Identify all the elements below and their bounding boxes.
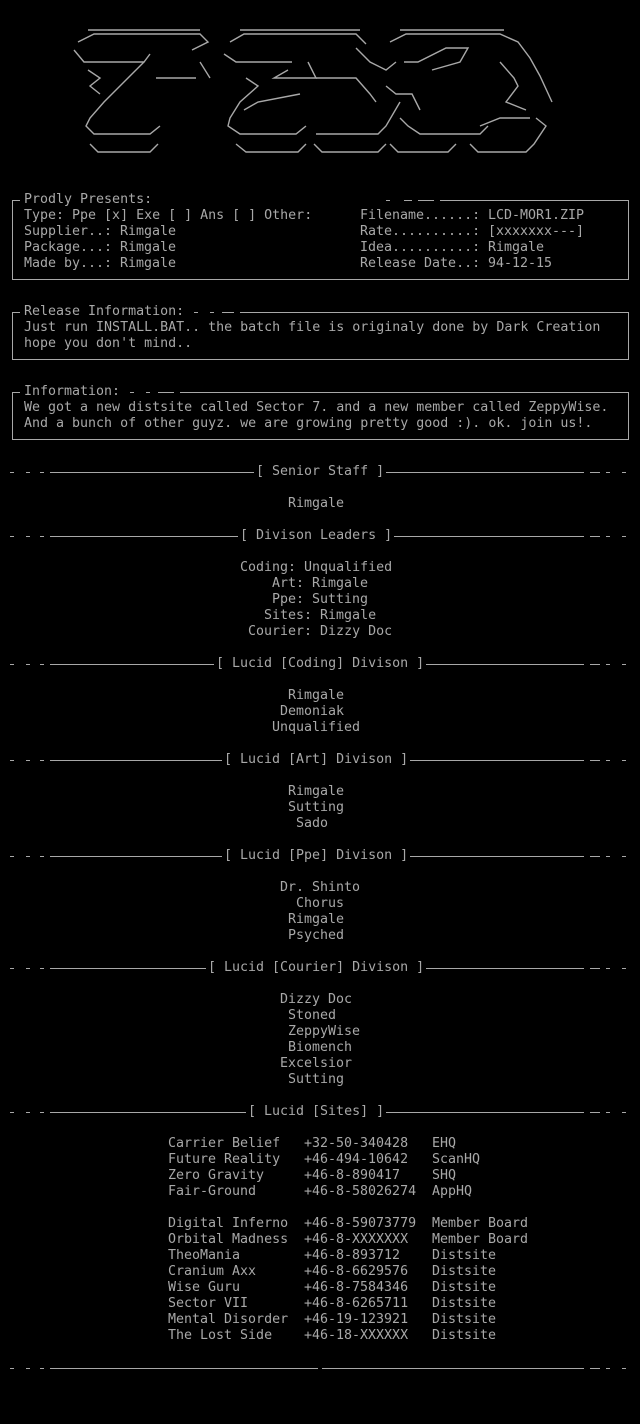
site-phone: +46-19-123921 xyxy=(304,1312,409,1327)
release-date-label: Release Date..: xyxy=(360,256,481,271)
leader-courier: Courier: Dizzy Doc xyxy=(248,624,393,639)
release-info-line-1: Just run INSTALL.BAT.. the batch file is originaly done by Dark Creation xyxy=(24,320,601,335)
coding-member: Rimgale xyxy=(288,688,345,703)
information-line-1: We got a new distsite called Sector 7. and a new member called ZeppyWise. xyxy=(24,400,609,415)
site-name: Orbital Madness xyxy=(168,1232,289,1247)
table-row xyxy=(0,1232,640,1248)
ppe-division-title: [ Lucid [Ppe] Divison ] xyxy=(224,848,409,863)
courier-division-header xyxy=(0,960,640,976)
site-status: EHQ xyxy=(432,1136,457,1151)
site-phone: +32-50-340428 xyxy=(304,1136,409,1151)
site-status: Distsite xyxy=(432,1312,497,1327)
supplier-value: Rimgale xyxy=(120,224,177,239)
leader-sites: Sites: Rimgale xyxy=(264,608,377,623)
site-name: Carrier Belief xyxy=(168,1136,281,1151)
package-label: Package...: xyxy=(24,240,113,255)
table-row xyxy=(0,1296,640,1312)
ppe-member: Dr. Shinto xyxy=(280,880,361,895)
site-status: Distsite xyxy=(432,1296,497,1311)
art-member: Rimgale xyxy=(288,784,345,799)
table-row xyxy=(0,1248,640,1264)
table-row xyxy=(0,1184,640,1200)
site-name: Future Reality xyxy=(168,1152,281,1167)
madeby-value: Rimgale xyxy=(120,256,177,271)
site-name: Digital Inferno xyxy=(168,1216,289,1231)
coding-member: Unqualified xyxy=(272,720,361,735)
site-phone: +46-494-10642 xyxy=(304,1152,409,1167)
site-phone: +46-8-6629576 xyxy=(304,1264,409,1279)
ppe-member: Psyched xyxy=(288,928,345,943)
coding-division-header xyxy=(0,656,640,672)
table-row xyxy=(0,1168,640,1184)
courier-member: Stoned xyxy=(288,1008,337,1023)
table-row xyxy=(0,1216,640,1232)
idea-value: Rimgale xyxy=(488,240,545,255)
idea-label: Idea..........: xyxy=(360,240,481,255)
madeby-label: Made by...: xyxy=(24,256,113,271)
courier-member: Sutting xyxy=(288,1072,345,1087)
site-phone: +46-8-890417 xyxy=(304,1168,401,1183)
senior-staff-title: [ Senior Staff ] xyxy=(256,464,385,479)
table-row xyxy=(0,1152,640,1168)
supplier-label: Supplier..: xyxy=(24,224,113,239)
art-member: Sutting xyxy=(288,800,345,815)
courier-member: Biomench xyxy=(288,1040,353,1055)
site-phone: +46-8-6265711 xyxy=(304,1296,409,1311)
leader-art: Art: Rimgale xyxy=(272,576,369,591)
site-status: Member Board xyxy=(432,1232,529,1247)
courier-member: Dizzy Doc xyxy=(280,992,353,1007)
senior-staff-header xyxy=(0,464,640,480)
courier-member: ZeppyWise xyxy=(288,1024,361,1039)
site-phone: +46-18-XXXXXX xyxy=(304,1328,409,1343)
presents-label: Prodly Presents: xyxy=(24,192,153,207)
site-status: SHQ xyxy=(432,1168,457,1183)
site-status: ScanHQ xyxy=(432,1152,481,1167)
division-leaders-header xyxy=(0,528,640,544)
site-status: AppHQ xyxy=(432,1184,473,1199)
table-row xyxy=(0,1136,640,1152)
art-division-title: [ Lucid [Art] Divison ] xyxy=(224,752,409,767)
rate-label: Rate..........: xyxy=(360,224,481,239)
table-row xyxy=(0,1280,640,1296)
courier-division-title: [ Lucid [Courier] Divison ] xyxy=(208,960,425,975)
site-name: Cranium Axx xyxy=(168,1264,257,1279)
coding-member: Demoniak xyxy=(280,704,345,719)
site-phone: +46-8-58026274 xyxy=(304,1184,417,1199)
release-info-line-2: hope you don't mind.. xyxy=(24,336,193,351)
information-label: Information: xyxy=(24,384,121,399)
ppe-member: Chorus xyxy=(296,896,345,911)
site-name: TheoMania xyxy=(168,1248,241,1263)
site-name: Wise Guru xyxy=(168,1280,241,1295)
coding-division-title: [ Lucid [Coding] Divison ] xyxy=(216,656,425,671)
art-division-header xyxy=(0,752,640,768)
type-line: Type: Ppe [x] Exe [ ] Ans [ ] Other: xyxy=(24,208,313,223)
site-name: Zero Gravity xyxy=(168,1168,265,1183)
filename-value: LCD-MOR1.ZIP xyxy=(488,208,585,223)
site-status: Distsite xyxy=(432,1248,497,1263)
table-row xyxy=(0,1264,640,1280)
site-phone: +46-8-7584346 xyxy=(304,1280,409,1295)
courier-member: Excelsior xyxy=(280,1056,353,1071)
site-status: Distsite xyxy=(432,1328,497,1343)
site-phone: +46-8-893712 xyxy=(304,1248,401,1263)
site-phone: +46-8-59073779 xyxy=(304,1216,417,1231)
site-phone: +46-8-XXXXXXX xyxy=(304,1232,409,1247)
site-name: The Lost Side xyxy=(168,1328,273,1343)
site-name: Mental Disorder xyxy=(168,1312,289,1327)
rate-value: [xxxxxxx---] xyxy=(488,224,585,239)
ppe-member: Rimgale xyxy=(288,912,345,927)
division-leaders-title: [ Divison Leaders ] xyxy=(240,528,393,543)
site-status: Distsite xyxy=(432,1264,497,1279)
site-status: Member Board xyxy=(432,1216,529,1231)
senior-staff-member: Rimgale xyxy=(288,496,345,511)
package-value: Rimgale xyxy=(120,240,177,255)
table-row xyxy=(0,1200,640,1216)
release-date-value: 94-12-15 xyxy=(488,256,553,271)
release-info-label: Release Information: xyxy=(24,304,185,319)
sites-header xyxy=(0,1104,640,1120)
table-row xyxy=(0,1312,640,1328)
site-name: Fair-Ground xyxy=(168,1184,257,1199)
art-member: Sado xyxy=(296,816,329,831)
leader-ppe: Ppe: Sutting xyxy=(272,592,369,607)
information-line-2: And a bunch of other guyz. we are growing pretty good :). ok. join us!. xyxy=(24,416,593,431)
site-status: Distsite xyxy=(432,1280,497,1295)
ppe-division-header xyxy=(0,848,640,864)
site-name: Sector VII xyxy=(168,1296,249,1311)
table-row xyxy=(0,1328,640,1344)
leader-coding: Coding: Unqualified xyxy=(240,560,393,575)
sites-title: [ Lucid [Sites] ] xyxy=(248,1104,385,1119)
filename-label: Filename......: xyxy=(360,208,481,223)
